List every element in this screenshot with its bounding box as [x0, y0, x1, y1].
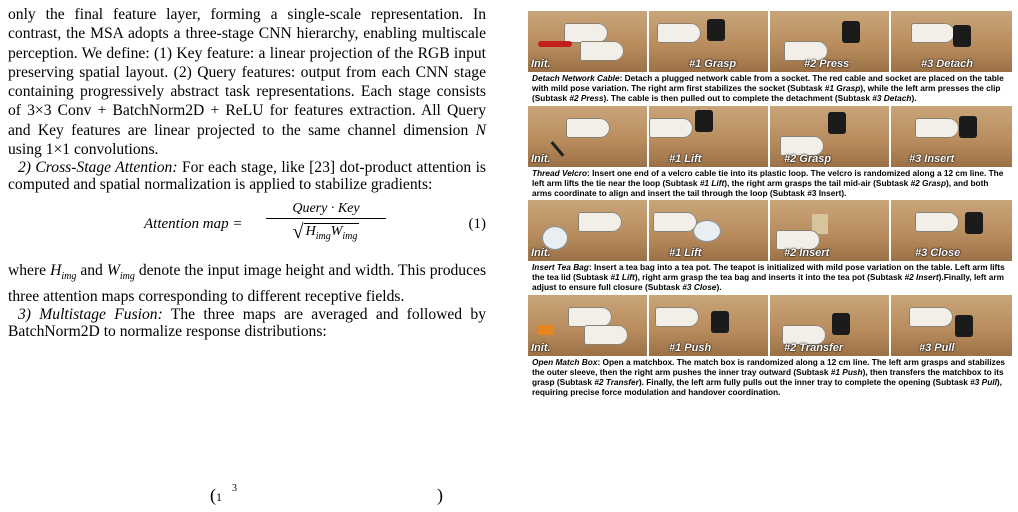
- frame-step2: #2 Press: [770, 11, 891, 72]
- frame-init: Init.: [528, 106, 649, 167]
- frame-init: Init.: [528, 11, 649, 72]
- caption-body-1: : Insert one end of a velcro cable tie into its plastic loop. The velcro is randomized along a 12 cm line. The left arm lifts the tie near the loop (Subtask #1 Lift), the right arm grasps the tail mid-air (Subtask #2 Grasp), and both arms coordinate to align and insert the tail through the loop (Subtask #3 Insert).: [532, 167, 1004, 198]
- panel-detach-cable-images: [528, 11, 1012, 72]
- paragraph-msa: only the final feature layer, forming a single-scale representation. In contrast, the MSA adopts a three-stage CNN hierarchy, enabling multiscale perception. We define: (1) Key feature: a linear projection of the RGB input preserving spatial layout. (2) Query features: output from each CNN stage containing progressively abstract task representations. Each stage consists of 3×3 Conv + BatchNorm2D + ReLU for features extraction. All Query and Key features are linear projected to the same channel dimension N using 1×1 convolutions.: [8, 6, 486, 159]
- paragraph-multistage: 3) Multistage Fusion: The three maps are averaged and followed by BatchNorm2D to normalize response distributions:: [8, 306, 486, 341]
- paragraph-where: where $H_{img}$ and $W_{img}$ denote the input image height and width. This produces three attention maps corresponding to different receptive fields.: [8, 262, 487, 305]
- panel-tea-bag-images: [528, 200, 1012, 261]
- frame-step3: #3 Close: [891, 200, 1012, 261]
- frame-step2: #2 Grasp: [770, 106, 891, 167]
- sqrt-symbol: √: [292, 221, 304, 244]
- frame-step1: #1 Grasp: [649, 11, 770, 72]
- figure-tasks: [528, 0, 1012, 400]
- section-title-multistage: 3) Multistage Fusion:: [18, 306, 163, 324]
- section-title-cross-stage: 2) Cross-Stage Attention:: [18, 159, 178, 177]
- cable-icon: [538, 41, 572, 47]
- caption-body-0: : Detach a plugged network cable from a socket. The red cable and socket are placed on the table with mild pose variation. The right arm first stabilizes the socket (Subtask #1 Grasp), while the left arm presses the clip (Subtask #2 Press). The cable is then pulled out to complete the detachment (Subtask #3 Detach).: [532, 73, 1004, 103]
- equation-attention-map: Attention map = Query · Key √ $H_{img}W_{img}$ (1): [144, 201, 486, 244]
- frame-step1: #1 Push: [649, 295, 770, 356]
- text-column: [8, 0, 486, 340]
- velcro-icon: [551, 141, 565, 157]
- paragraph-cross-stage: 2) Cross-Stage Attention: For each stage, like [23] dot-product attention is computed and spatial normalization is applied to stabilize gradients:: [8, 159, 487, 194]
- frame-step3: #3 Pull: [891, 295, 1012, 356]
- caption-match-box: Open Match Box: Open a matchbox. The match box is randomized along a 12 cm line. The left arm grasps and stabilizes the outer sleeve, then the right arm pushes the inner tray outward (Subtask #1 Push), then transfers the matchbox to its grasp (Subtask #2 Transfer). Finally, the left arm fully pulls out the inner tray to complete the opening (Subtask #3 Pull), requiring precise force modulation and handover coordination.: [532, 357, 1006, 397]
- caption-body-2: : Insert a tea bag into a tea pot. The teapot is initialized with mild pose variation on the table. Left arm lifts the tea lid (Subtask #1 Lift), right arm grasp the tea bag and inserts it into the tea pot (Subtask #2 Insert).Finally, left arm adjust to ensure full closure (Subtask #3 Close).: [532, 262, 1005, 293]
- matchbox-icon: [538, 325, 554, 335]
- caption-body-3: : Open a matchbox. The match box is randomized along a 12 cm line. The left arm grasps and stabilizes the outer sleeve, then the right arm pushes the inner tray outward (Subtask #1 Push), then transfers the matchbox to its grasp (Subtask #2 Transfer). Finally, the left arm fully pulls out the inner tray to complete the opening (Subtask #3 Pull), requiring precise force modulation and handover coordination.: [532, 357, 1006, 397]
- frame-init: Init.: [528, 295, 649, 356]
- frame-step1: #1 Lift: [649, 106, 770, 167]
- frame-step2: #2 Insert: [770, 200, 891, 261]
- frame-step2: #2 Transfer: [770, 295, 891, 356]
- frame-step3: #3 Detach: [891, 11, 1012, 72]
- equation-number: (1): [468, 216, 486, 233]
- equation-fraction: Query · Key √ $H_{img}W_{img}$: [266, 201, 386, 244]
- caption-tea-bag: Insert Tea Bag: Insert a tea bag into a tea pot. The teapot is initialized with mild pose variation on the table. Left arm lifts the tea lid (Subtask #1 Lift), right arm grasp the tea bag and inserts it into the tea pot (Subtask #2 Insert).Finally, left arm adjust to ensure full closure (Subtask #3 Close).: [532, 262, 1005, 293]
- equation-fusion-partial: ($1^3$ ): [210, 483, 443, 505]
- frame-step1: #1 Lift: [649, 200, 770, 261]
- frame-step3: #3 Insert: [891, 106, 1012, 167]
- panel-thread-velcro-images: [528, 106, 1012, 167]
- frame-init: Init.: [528, 200, 649, 261]
- caption-detach-cable: Detach Network Cable: Detach a plugged network cable from a socket. The red cable and socket are placed on the table with mild pose variation. The right arm first stabilizes the socket (Subtask #1 Grasp), while the left arm presses the clip (Subtask #2 Press). The cable is then pulled out to complete the detachment (Subtask #3 Detach).: [532, 73, 1004, 103]
- panel-match-box-images: [528, 295, 1012, 356]
- caption-thread-velcro: Thread Velcro: Insert one end of a velcro cable tie into its plastic loop. The velcro is randomized along a 12 cm line. The left arm lifts the tie near the loop (Subtask #1 Lift), the right arm grasps the tail mid-air (Subtask #2 Grasp), and both arms coordinate to align and insert the tail through the loop (Subtask #3 Insert).: [532, 167, 1004, 198]
